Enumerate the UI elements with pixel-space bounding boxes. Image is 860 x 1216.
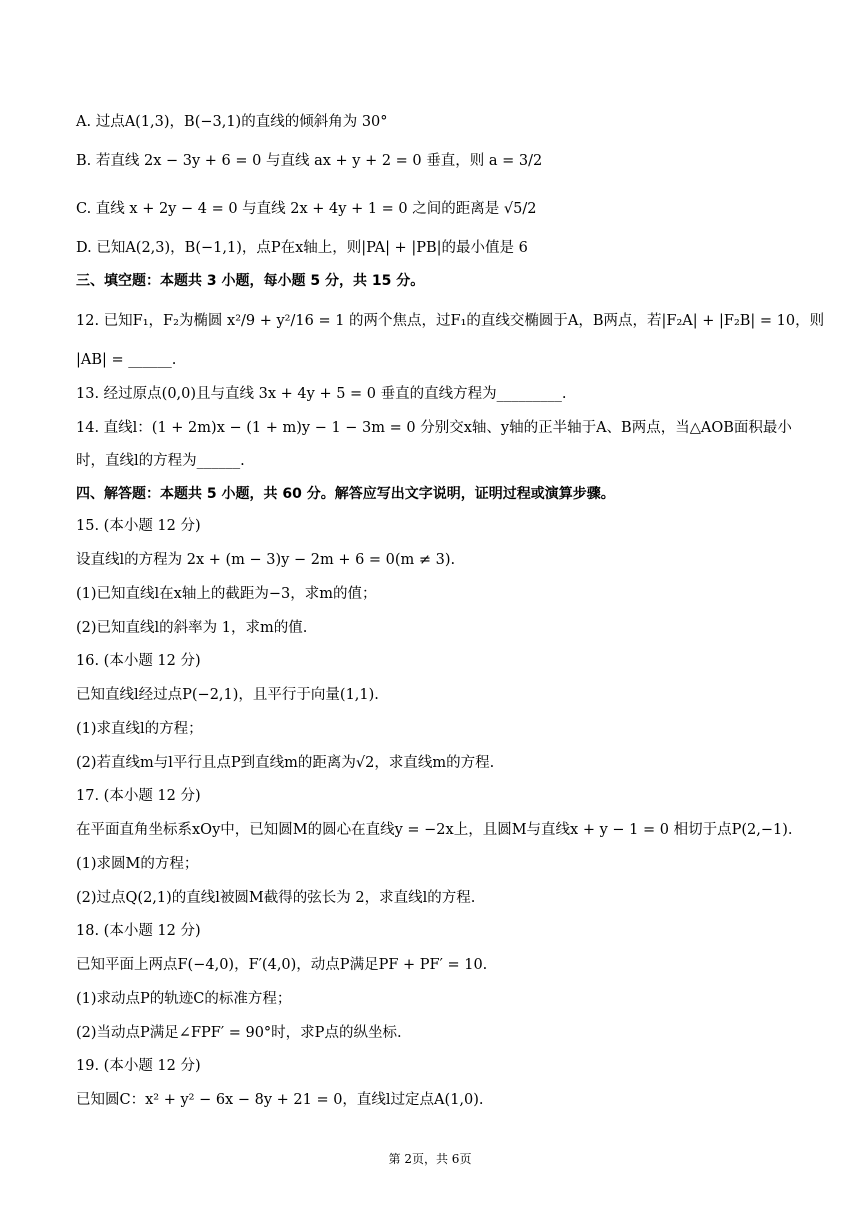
option-d: D. 已知A(2,3)，B(−1,1)，点P在x轴上，则|PA| + |PB|的最小值是 6 (76, 240, 528, 256)
question-14-cont: 时，直线l的方程为______. (76, 453, 245, 469)
question-13: 13. 经过原点(0,0)且与直线 3x + 4y + 5 = 0 垂直的直线方程为_________. (76, 386, 567, 402)
question-12: 12. 已知F₁，F₂为椭圆 x²/9 + y²/16 = 1 的两个焦点，过F₁的直线交椭圆于A，B两点，若|F₂A| + |F₂B| = 10，则 (76, 313, 825, 329)
question-16-part2: (2)若直线m与l平行且点P到直线m的距离为√2，求直线m的方程. (76, 755, 495, 771)
question-15-part2: (2)已知直线l的斜率为 1，求m的值. (76, 620, 308, 636)
option-b: B. 若直线 2x − 3y + 6 = 0 与直线 ax + y + 2 = 0 垂直，则 a = 3/2 (76, 153, 543, 169)
question-18-header: 18. (本小题 12 分) (76, 923, 201, 939)
question-14: 14. 直线l：(1 + 2m)x − (1 + m)y − 1 − 3m = 0 分别交x轴、y轴的正半轴于A、B两点，当△AOB面积最小 (76, 420, 792, 436)
question-18-part2: (2)当动点P满足∠FPF′ = 90°时，求P点的纵坐标. (76, 1025, 402, 1041)
question-15-part1: (1)已知直线l在x轴上的截距为−3，求m的值； (76, 586, 377, 602)
question-18-body: 已知平面上两点F(−4,0)，F′(4,0)，动点P满足PF + PF′ = 10. (76, 957, 488, 973)
question-17-body: 在平面直角坐标系xOy中，已知圆M的圆心在直线y = −2x上，且圆M与直线x + y − 1 = 0 相切于点P(2,−1). (76, 822, 793, 838)
question-19-header: 19. (本小题 12 分) (76, 1058, 201, 1074)
question-19-body: 已知圆C：x² + y² − 6x − 8y + 21 = 0，直线l过定点A(1,0). (76, 1092, 484, 1108)
question-16-header: 16. (本小题 12 分) (76, 653, 201, 669)
question-17-part1: (1)求圆M的方程； (76, 856, 199, 872)
page-footer: 第 2页，共 6页 (388, 1152, 472, 1166)
section-heading-fill-in: 三、填空题：本题共 3 小题，每小题 5 分，共 15 分。 (76, 273, 425, 289)
question-17-part2: (2)过点Q(2,1)的直线l被圆M截得的弦长为 2，求直线l的方程. (76, 890, 476, 906)
question-12-cont: |AB| = ______. (76, 352, 177, 368)
section-heading-answers: 四、解答题：本题共 5 小题，共 60 分。解答应写出文字说明，证明过程或演算步骤。 (76, 486, 615, 502)
question-16-part1: (1)求直线l的方程； (76, 721, 203, 737)
question-18-part1: (1)求动点P的轨迹C的标准方程； (76, 991, 292, 1007)
option-a: A. 过点A(1,3)，B(−3,1)的直线的倾斜角为 30° (76, 114, 388, 130)
question-16-body: 已知直线l经过点P(−2,1)，且平行于向量(1,1). (76, 687, 379, 703)
question-17-header: 17. (本小题 12 分) (76, 788, 201, 804)
question-15-header: 15. (本小题 12 分) (76, 518, 201, 534)
option-c: C. 直线 x + 2y − 4 = 0 与直线 2x + 4y + 1 = 0 之间的距离是 √5/2 (76, 201, 537, 217)
question-15-body: 设直线l的方程为 2x + (m − 3)y − 2m + 6 = 0(m ≠ 3). (76, 552, 456, 568)
